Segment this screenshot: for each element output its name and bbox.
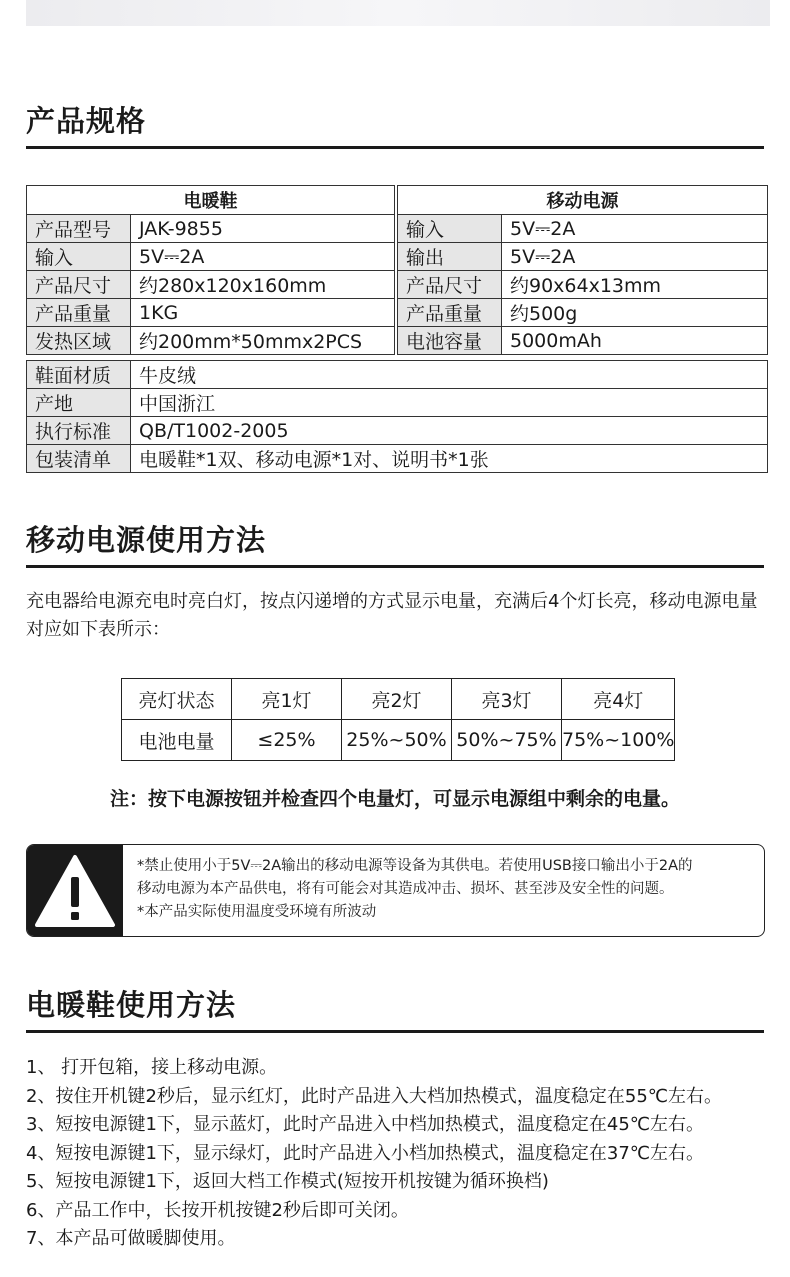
table-row xyxy=(27,271,395,299)
table-row xyxy=(122,679,675,720)
spec-label: 鞋面材质 xyxy=(27,361,131,389)
spec-label: 产品尺寸 xyxy=(398,271,502,299)
warning-line: *本产品实际使用温度受环境有所波动 xyxy=(137,904,377,920)
powerbank-description: 充电器给电源充电时亮白灯，按点闪递增的方式显示电量，充满后4个灯长亮，移动电源电量对应如下表所示： xyxy=(26,591,758,640)
spec-value: 约200mm*50mmx2PCS xyxy=(131,327,395,355)
spec-label: 输入 xyxy=(398,215,502,243)
powerbank-section-title: 移动电源使用方法 xyxy=(26,523,764,568)
spec-value: 约90x64x13mm xyxy=(502,271,768,299)
spec-label: 产地 xyxy=(27,389,131,417)
spec-value: 5000mAh xyxy=(502,327,768,355)
battery-cell: 25%~50% xyxy=(342,720,452,761)
list-item: 7、本产品可做暖脚使用。 xyxy=(26,1228,236,1249)
warning-text xyxy=(137,855,759,924)
list-item: 3、短按电源键1下，显示蓝灯，此时产品进入中档加热模式，温度稳定在45℃左右。 xyxy=(26,1114,705,1135)
spec-label: 输出 xyxy=(398,243,502,271)
spec-label: 输入 xyxy=(27,243,131,271)
table-row xyxy=(398,215,768,243)
powerbank-spec-header: 移动电源 xyxy=(398,186,768,215)
shoe-spec-table xyxy=(26,185,395,355)
list-item: 1、 打开包箱，接上移动电源。 xyxy=(26,1057,278,1078)
shoe-spec-header: 电暖鞋 xyxy=(27,186,395,215)
spec-value: 电暖鞋*1双、移动电源*1对、说明书*1张 xyxy=(131,445,768,473)
battery-cell: 75%~100% xyxy=(562,720,675,761)
spec-label: 电池容量 xyxy=(398,327,502,355)
battery-note: 注：按下电源按钮并检查四个电量灯，可显示电源组中剩余的电量。 xyxy=(109,788,680,810)
battery-header-cell: 亮4灯 xyxy=(562,679,675,720)
spec-value: 牛皮绒 xyxy=(131,361,768,389)
warning-triangle-icon xyxy=(27,845,123,937)
usage-steps-list xyxy=(26,1054,722,1254)
spec-label: 产品重量 xyxy=(398,299,502,327)
battery-header-cell: 亮1灯 xyxy=(232,679,342,720)
spec-table xyxy=(26,185,768,479)
spec-section-title: 产品规格 xyxy=(26,104,764,149)
spec-value: 5V⎓2A xyxy=(131,243,395,271)
spec-label: 执行标准 xyxy=(27,417,131,445)
table-row xyxy=(398,327,768,355)
table-row xyxy=(398,271,768,299)
list-item: 5、短按电源键1下，返回大档工作模式(短按开机按键为循环换档) xyxy=(26,1171,549,1192)
table-row xyxy=(27,215,395,243)
battery-header-cell: 亮2灯 xyxy=(342,679,452,720)
spec-value: 5V⎓2A xyxy=(502,243,768,271)
list-item: 4、短按电源键1下，显示绿灯，此时产品进入小档加热模式，温度稳定在37℃左右。 xyxy=(26,1142,705,1164)
table-row xyxy=(398,299,768,327)
battery-row-label: 电池电量 xyxy=(122,720,232,761)
table-row xyxy=(27,361,768,389)
table-row xyxy=(27,417,768,445)
spec-value: 约500g xyxy=(502,299,768,327)
battery-header-cell: 亮3灯 xyxy=(452,679,562,720)
list-item: 6、产品工作中，长按开机按键2秒后即可关闭。 xyxy=(26,1199,409,1221)
spec-value: 约280x120x160mm xyxy=(131,271,395,299)
spec-value: JAK-9855 xyxy=(131,215,395,243)
table-row xyxy=(27,327,395,355)
spec-label: 产品型号 xyxy=(27,215,131,243)
warning-icon-panel xyxy=(27,845,123,936)
shared-spec-table xyxy=(26,360,768,473)
battery-cell: 50%~75% xyxy=(452,720,562,761)
spec-value: QB/T1002-2005 xyxy=(131,417,768,445)
table-row xyxy=(398,243,768,271)
spec-value: 1KG xyxy=(131,299,395,327)
battery-level-table xyxy=(121,678,675,761)
warning-line: 移动电源为本产品供电，将有可能会对其造成冲击、损坏、甚至涉及安全性的问题。 xyxy=(137,881,674,897)
top-banner-strip xyxy=(26,0,770,26)
battery-header-label: 亮灯状态 xyxy=(122,679,232,720)
battery-cell: ≤25% xyxy=(232,720,342,761)
spec-label: 产品尺寸 xyxy=(27,271,131,299)
spec-label: 产品重量 xyxy=(27,299,131,327)
table-row xyxy=(122,720,675,761)
spec-label: 发热区域 xyxy=(27,327,131,355)
warning-line: *禁止使用小于5V⎓2A输出的移动电源等设备为其供电。若使用USB接口输出小于2A的 xyxy=(137,858,693,874)
warning-box xyxy=(26,844,765,937)
table-row xyxy=(27,243,395,271)
list-item: 2、按住开机键2秒后，显示红灯，此时产品进入大档加热模式，温度稳定在55℃左右。 xyxy=(26,1085,723,1107)
spec-value: 中国浙江 xyxy=(131,389,768,417)
table-row xyxy=(27,299,395,327)
powerbank-spec-table xyxy=(397,185,768,355)
table-row xyxy=(27,389,768,417)
shoe-section-title: 电暖鞋使用方法 xyxy=(26,988,764,1033)
table-row xyxy=(27,445,768,473)
spec-value: 5V⎓2A xyxy=(502,215,768,243)
spec-label: 包装清单 xyxy=(27,445,131,473)
